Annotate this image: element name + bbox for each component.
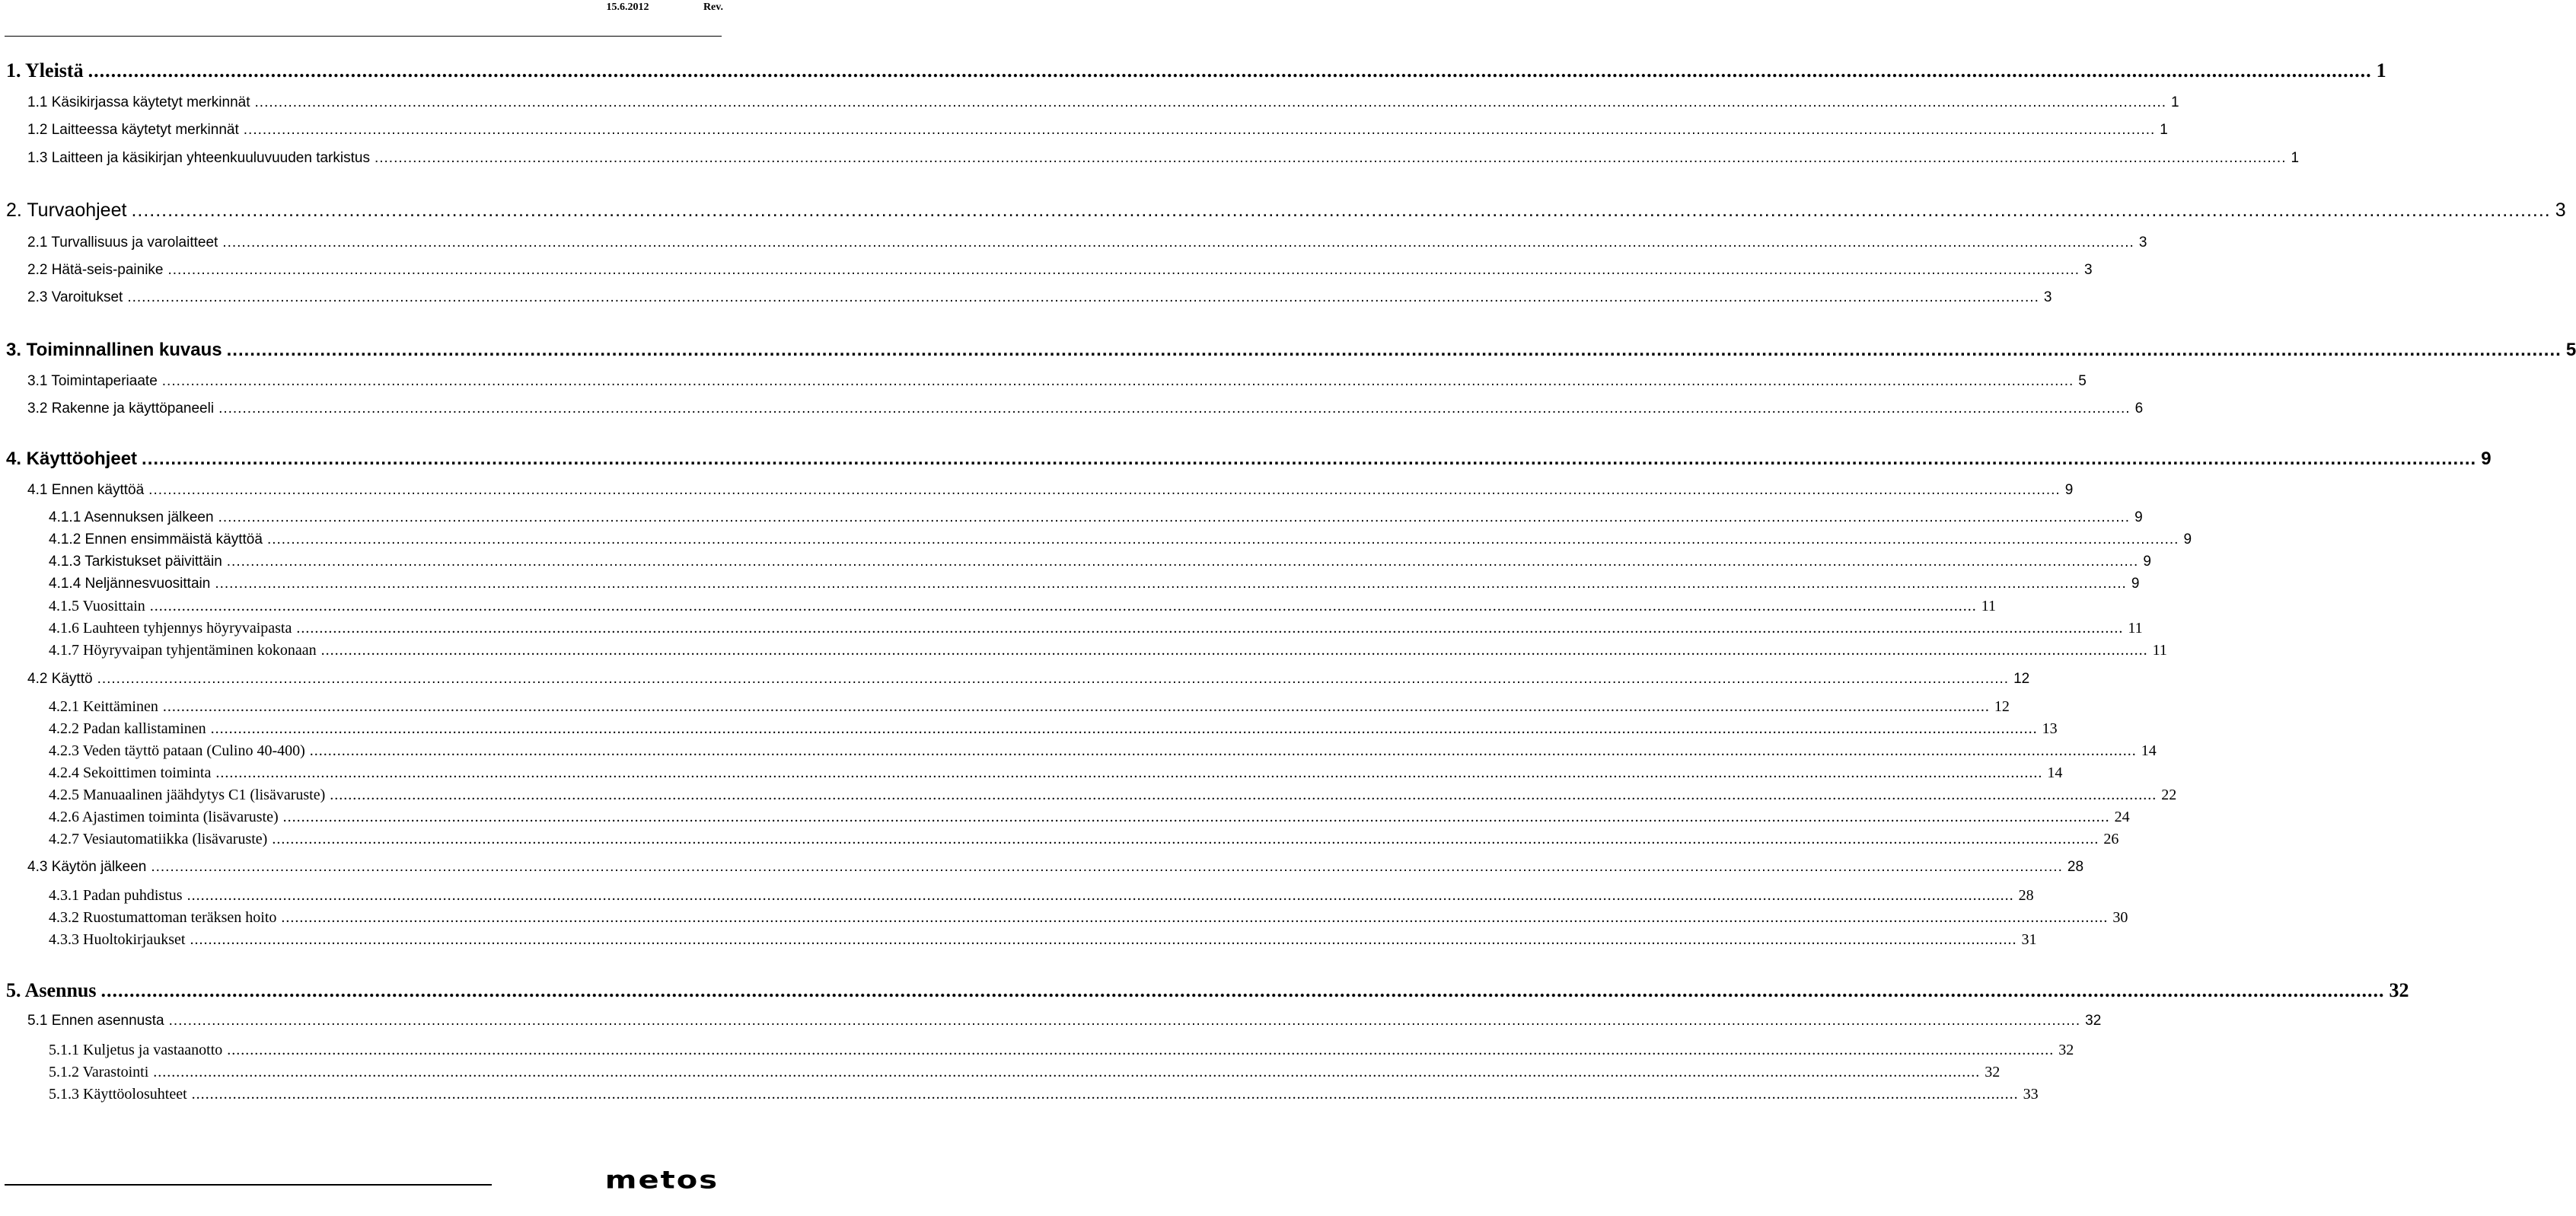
- toc-entry-label: 1.2 Laitteessa käytetyt merkinnät: [27, 122, 239, 138]
- toc-entry[interactable]: [49, 1064, 2001, 1081]
- toc-entry-page: 12: [1994, 698, 2010, 715]
- toc-entry-label: 4.2.3 Veden täyttö pataan (Culino 40-400): [49, 742, 305, 759]
- toc-leader-dots: ................................................................................................................................................................................................................................................................................................................................................................................................................: [168, 1013, 2081, 1029]
- toc-entry-label: 4.2.6 Ajastimen toiminta (lisävaruste): [49, 809, 279, 825]
- toc-entry[interactable]: [6, 448, 2492, 470]
- toc-entry[interactable]: [49, 642, 2167, 659]
- toc-entry-label: 1. Yleistä: [6, 59, 84, 81]
- toc-entry-label: 5.1 Ennen asennusta: [27, 1013, 164, 1029]
- toc-leader-dots: ................................................................................................................................................................................................................................................................................................................................................................................................................: [142, 448, 2477, 469]
- toc-entry[interactable]: [6, 979, 2409, 1002]
- toc-leader-dots: ................................................................................................................................................................................................................................................................................................................................................................................................................: [243, 122, 2156, 138]
- footer-divider: [5, 1184, 492, 1186]
- toc-entry-label: 3.1 Toimintaperiaate: [27, 373, 158, 389]
- toc-leader-dots: ................................................................................................................................................................................................................................................................................................................................................................................................................: [226, 340, 2562, 360]
- toc-entry-page: 32: [1985, 1064, 2001, 1080]
- toc-entry-label: 2.2 Hätä-seis-painike: [27, 262, 164, 278]
- toc-entry-page: 1: [2291, 150, 2300, 166]
- toc-entry[interactable]: [27, 1013, 2102, 1029]
- toc-entry[interactable]: [6, 199, 2566, 222]
- toc-entry-page: 24: [2114, 809, 2130, 825]
- toc-entry-label: 5.1.3 Käyttöolosuhteet: [49, 1086, 187, 1103]
- toc-entry-label: 4.1.2 Ennen ensimmäistä käyttöä: [49, 531, 263, 547]
- toc-entry[interactable]: [6, 340, 2576, 361]
- toc-entry-label: 4.1.3 Tarkistukset päivittäin: [49, 554, 222, 570]
- toc-entry-label: 4.1.5 Vuosittain: [49, 598, 145, 614]
- toc-entry-page: 22: [2161, 787, 2177, 803]
- toc-entry-page: 6: [2134, 401, 2144, 417]
- toc-leader-dots: ................................................................................................................................................................................................................................................................................................................................................................................................................: [330, 787, 2157, 803]
- toc-leader-dots: ................................................................................................................................................................................................................................................................................................................................................................................................................: [374, 150, 2287, 166]
- toc-entry-page: 32: [2058, 1042, 2074, 1058]
- toc-leader-dots: ................................................................................................................................................................................................................................................................................................................................................................................................................: [162, 698, 1990, 715]
- toc-entry-label: 5. Asennus: [6, 979, 97, 1001]
- toc-entry-label: 5.1.2 Varastointi: [49, 1064, 149, 1080]
- toc-entry-page: 9: [2143, 554, 2151, 570]
- toc-entry-page: 3: [2138, 235, 2147, 251]
- toc-entry-page: 32: [2389, 979, 2409, 1001]
- toc-entry-label: 4.3.2 Ruostumattoman teräksen hoito: [49, 909, 277, 926]
- toc-entry-label: 2.1 Turvallisuus ja varolaitteet: [27, 235, 218, 251]
- toc-entry[interactable]: [6, 59, 2386, 82]
- toc-leader-dots: ................................................................................................................................................................................................................................................................................................................................................................................................................: [227, 1042, 2055, 1058]
- toc-entry-page: 9: [2134, 509, 2143, 525]
- toc-leader-dots: ................................................................................................................................................................................................................................................................................................................................................................................................................: [88, 59, 2372, 81]
- toc-entry[interactable]: [49, 931, 2037, 949]
- toc-entry[interactable]: [27, 122, 2168, 139]
- toc-entry[interactable]: [49, 787, 2177, 804]
- toc-entry[interactable]: [27, 373, 2087, 390]
- toc-entry-label: 4.3 Käytön jälkeen: [27, 859, 147, 875]
- toc-entry[interactable]: [27, 94, 2179, 111]
- toc-entry-label: 4.2 Käyttö: [27, 671, 93, 687]
- toc-entry-page: 11: [2128, 620, 2143, 637]
- toc-entry-label: 1.1 Käsikirjassa käytetyt merkinnät: [27, 94, 250, 110]
- toc-entry-label: 4.2.5 Manuaalinen jäähdytys C1 (lisävaruste): [49, 787, 326, 803]
- toc-entry-page: 12: [2013, 671, 2030, 687]
- toc-leader-dots: ................................................................................................................................................................................................................................................................................................................................................................................................................: [127, 289, 2039, 305]
- toc-entry-page: 1: [2160, 122, 2168, 138]
- toc-leader-dots: ................................................................................................................................................................................................................................................................................................................................................................................................................: [153, 1064, 1981, 1080]
- toc-entry-label: 5.1.1 Kuljetus ja vastaanotto: [49, 1042, 223, 1058]
- toc-entry[interactable]: [49, 909, 2128, 927]
- toc-entry-page: 3: [2043, 289, 2052, 305]
- toc-entry[interactable]: [49, 554, 2151, 570]
- toc-entry[interactable]: [27, 401, 2144, 417]
- toc-entry[interactable]: [49, 531, 2192, 548]
- toc-entry-page: 9: [2131, 576, 2140, 592]
- toc-leader-dots: ................................................................................................................................................................................................................................................................................................................................................................................................................: [281, 909, 2109, 926]
- toc-entry[interactable]: [27, 482, 2074, 499]
- toc-entry-page: 9: [2183, 531, 2192, 547]
- toc-entry[interactable]: [49, 742, 2157, 760]
- toc-leader-dots: ................................................................................................................................................................................................................................................................................................................................................................................................................: [149, 598, 1977, 614]
- toc-entry-page: 11: [2152, 642, 2167, 659]
- toc-entry-label: 2.3 Varoitukset: [27, 289, 123, 305]
- toc-entry[interactable]: [27, 289, 2052, 306]
- toc-leader-dots: ................................................................................................................................................................................................................................................................................................................................................................................................................: [222, 235, 2134, 251]
- toc-entry-page: 5: [2565, 340, 2576, 360]
- revision-label: Rev.: [703, 2, 723, 13]
- toc-entry-page: 13: [2042, 720, 2058, 737]
- toc-entry-label: 1.3 Laitteen ja käsikirjan yhteenkuuluvuuden tarkistus: [27, 150, 370, 166]
- toc-entry-label: 4.2.1 Keittäminen: [49, 698, 158, 715]
- toc-entry[interactable]: [49, 831, 2119, 848]
- toc-entry[interactable]: [27, 262, 2093, 279]
- toc-entry-page: 3: [2084, 262, 2093, 278]
- toc-entry[interactable]: [49, 764, 2063, 782]
- toc-entry-label: 3.2 Rakenne ja käyttöpaneeli: [27, 401, 215, 417]
- toc-entry-label: 2. Turvaohjeet: [6, 199, 127, 221]
- toc-entry-page: 1: [2171, 94, 2179, 110]
- toc-entry-label: 4.1.1 Asennuksen jälkeen: [49, 509, 214, 525]
- toc-leader-dots: ................................................................................................................................................................................................................................................................................................................................................................................................................: [148, 482, 2061, 498]
- toc-leader-dots: ................................................................................................................................................................................................................................................................................................................................................................................................................: [215, 576, 2127, 592]
- toc-entry-page: 9: [2064, 482, 2074, 498]
- toc-entry[interactable]: [49, 620, 2143, 637]
- toc-entry[interactable]: [49, 1086, 2039, 1103]
- toc-leader-dots: ................................................................................................................................................................................................................................................................................................................................................................................................................: [296, 620, 2124, 637]
- toc-entry-page: 1: [2376, 59, 2386, 81]
- toc-entry[interactable]: [49, 509, 2143, 526]
- toc-leader-dots: ................................................................................................................................................................................................................................................................................................................................................................................................................: [210, 720, 2038, 737]
- toc-entry-label: 4. Käyttöohjeet: [6, 448, 138, 469]
- toc-entry-page: 5: [2078, 373, 2087, 389]
- toc-entry-label: 4.1 Ennen käyttöä: [27, 482, 145, 498]
- toc-entry-page: 32: [2085, 1013, 2102, 1029]
- toc-leader-dots: ................................................................................................................................................................................................................................................................................................................................................................................................................: [309, 742, 2137, 759]
- toc-leader-dots: ................................................................................................................................................................................................................................................................................................................................................................................................................: [218, 509, 2131, 525]
- toc-leader-dots: ................................................................................................................................................................................................................................................................................................................................................................................................................: [191, 1086, 2019, 1103]
- toc-leader-dots: ................................................................................................................................................................................................................................................................................................................................................................................................................: [151, 859, 2063, 875]
- toc-entry-page: 28: [2018, 887, 2034, 904]
- toc-leader-dots: ................................................................................................................................................................................................................................................................................................................................................................................................................: [161, 373, 2074, 389]
- toc-entry-page: 33: [2023, 1086, 2039, 1103]
- toc-entry[interactable]: [49, 698, 2010, 716]
- toc-entry-page: 30: [2112, 909, 2128, 926]
- toc-entry-label: 3. Toiminnallinen kuvaus: [6, 340, 222, 360]
- toc-entry[interactable]: [27, 859, 2084, 876]
- metos-logo: metos: [604, 1166, 719, 1195]
- toc-entry-page: 11: [1981, 598, 1997, 614]
- document-date: 15.6.2012: [606, 2, 649, 13]
- toc-entry[interactable]: [27, 150, 2300, 167]
- toc-entry-page: 3: [2555, 199, 2566, 221]
- toc-entry-label: 4.2.7 Vesiautomatiikka (lisävaruste): [49, 831, 268, 847]
- toc-leader-dots: ................................................................................................................................................................................................................................................................................................................................................................................................................: [131, 199, 2551, 221]
- toc-leader-dots: ................................................................................................................................................................................................................................................................................................................................................................................................................: [282, 809, 2110, 825]
- toc-entry[interactable]: [49, 576, 2140, 592]
- toc-leader-dots: ................................................................................................................................................................................................................................................................................................................................................................................................................: [167, 262, 2080, 278]
- toc-entry[interactable]: [49, 1042, 2074, 1059]
- toc-entry-label: 4.3.3 Huoltokirjaukset: [49, 931, 186, 948]
- toc-leader-dots: ................................................................................................................................................................................................................................................................................................................................................................................................................: [218, 401, 2131, 417]
- toc-leader-dots: ................................................................................................................................................................................................................................................................................................................................................................................................................: [320, 642, 2148, 659]
- toc-entry-page: 26: [2103, 831, 2119, 847]
- toc-leader-dots: ................................................................................................................................................................................................................................................................................................................................................................................................................: [226, 554, 2139, 570]
- toc-entry-page: 9: [2481, 448, 2492, 469]
- toc-entry-page: 28: [2067, 859, 2084, 875]
- toc-entry-label: 4.1.4 Neljännesvuosittain: [49, 576, 211, 592]
- toc-entry[interactable]: [27, 235, 2147, 251]
- toc-entry-label: 4.3.1 Padan puhdistus: [49, 887, 183, 904]
- toc-entry[interactable]: [49, 809, 2130, 826]
- toc-entry-label: 4.1.6 Lauhteen tyhjennys höyryvaipasta: [49, 620, 292, 637]
- toc-leader-dots: ................................................................................................................................................................................................................................................................................................................................................................................................................: [254, 94, 2167, 110]
- toc-entry[interactable]: [49, 598, 1997, 615]
- toc-entry-page: 14: [2047, 764, 2063, 781]
- toc-entry[interactable]: [49, 720, 2058, 738]
- toc-entry-label: 4.2.4 Sekoittimen toiminta: [49, 764, 212, 781]
- toc-leader-dots: ................................................................................................................................................................................................................................................................................................................................................................................................................: [266, 531, 2179, 547]
- toc-leader-dots: ................................................................................................................................................................................................................................................................................................................................................................................................................: [97, 671, 2010, 687]
- toc-leader-dots: ................................................................................................................................................................................................................................................................................................................................................................................................................: [272, 831, 2099, 847]
- toc-entry-label: 4.2.2 Padan kallistaminen: [49, 720, 206, 737]
- toc-entry[interactable]: [49, 887, 2034, 905]
- toc-entry-label: 4.1.7 Höyryvaipan tyhjentäminen kokonaan: [49, 642, 317, 659]
- toc-leader-dots: ................................................................................................................................................................................................................................................................................................................................................................................................................: [190, 931, 2017, 948]
- toc-entry-page: 14: [2141, 742, 2157, 759]
- toc-leader-dots: ................................................................................................................................................................................................................................................................................................................................................................................................................: [187, 887, 2014, 904]
- toc-entry-page: 31: [2021, 931, 2037, 948]
- toc-leader-dots: ................................................................................................................................................................................................................................................................................................................................................................................................................: [100, 979, 2385, 1001]
- toc-leader-dots: ................................................................................................................................................................................................................................................................................................................................................................................................................: [215, 764, 2043, 781]
- toc-entry[interactable]: [27, 671, 2030, 688]
